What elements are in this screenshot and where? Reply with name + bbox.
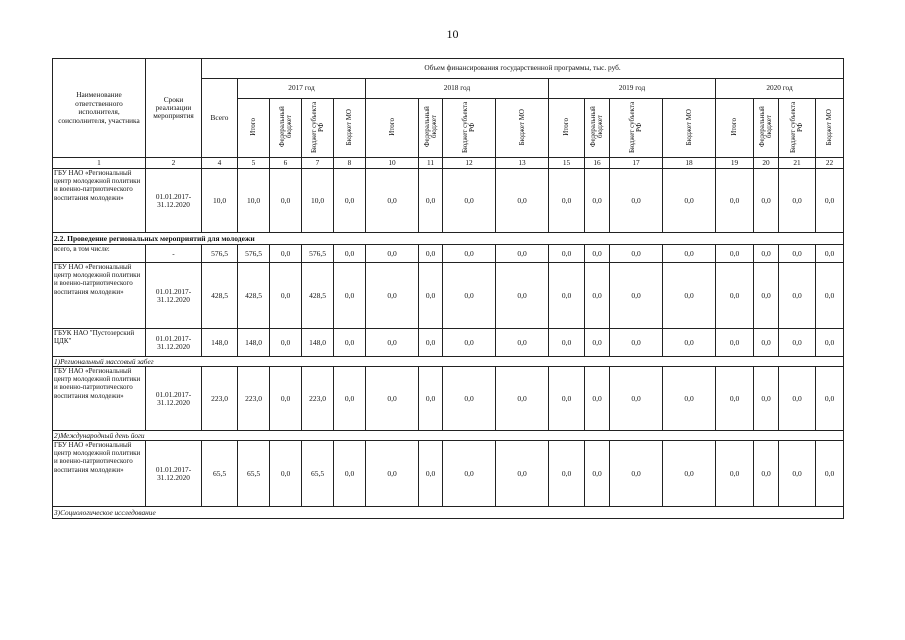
header-subcolumn-label: Бюджет МО bbox=[517, 108, 526, 146]
amount-cell: 0,0 bbox=[443, 245, 496, 263]
amount-cell: 576,5 bbox=[202, 245, 238, 263]
amount-cell: 0,0 bbox=[334, 263, 366, 329]
amount-cell: 0,0 bbox=[549, 329, 585, 357]
amount-cell: 0,0 bbox=[754, 169, 779, 233]
amount-cell: 0,0 bbox=[496, 263, 549, 329]
amount-cell: 428,5 bbox=[238, 263, 270, 329]
amount-cell: 0,0 bbox=[443, 367, 496, 431]
header-subcolumn bbox=[716, 99, 754, 158]
amount-cell: 0,0 bbox=[334, 367, 366, 431]
amount-cell: 0,0 bbox=[419, 367, 443, 431]
amount-cell: 0,0 bbox=[549, 245, 585, 263]
participant-name: всего, в том числе: bbox=[53, 245, 146, 263]
amount-cell: 0,0 bbox=[496, 329, 549, 357]
amount-cell: 0,0 bbox=[816, 169, 844, 233]
amount-cell: 0,0 bbox=[549, 441, 585, 507]
amount-cell: 0,0 bbox=[443, 441, 496, 507]
column-number: 2 bbox=[146, 158, 202, 169]
amount-cell: 0,0 bbox=[754, 263, 779, 329]
header-subcolumn bbox=[270, 99, 302, 158]
amount-cell: 0,0 bbox=[610, 367, 663, 431]
amount-cell: 0,0 bbox=[549, 263, 585, 329]
amount-cell: 0,0 bbox=[754, 441, 779, 507]
header-subcolumn-label: Федеральный бюджет bbox=[277, 106, 293, 148]
amount-cell: 0,0 bbox=[779, 169, 816, 233]
header-subcolumn-label: Итого bbox=[562, 118, 570, 136]
amount-cell: 0,0 bbox=[366, 329, 419, 357]
header-subcolumn bbox=[238, 99, 270, 158]
amount-cell: 0,0 bbox=[496, 169, 549, 233]
amount-cell: 0,0 bbox=[716, 245, 754, 263]
amount-cell: 0,0 bbox=[816, 329, 844, 357]
table-row bbox=[53, 507, 844, 519]
amount-cell: 10,0 bbox=[302, 169, 334, 233]
amount-cell: 148,0 bbox=[202, 329, 238, 357]
column-number: 12 bbox=[443, 158, 496, 169]
amount-cell: 65,5 bbox=[302, 441, 334, 507]
amount-cell: 0,0 bbox=[334, 441, 366, 507]
amount-cell: 223,0 bbox=[238, 367, 270, 431]
table-row bbox=[53, 431, 844, 441]
amount-cell: 65,5 bbox=[202, 441, 238, 507]
column-number: 13 bbox=[496, 158, 549, 169]
amount-cell: 10,0 bbox=[238, 169, 270, 233]
amount-cell: 0,0 bbox=[610, 329, 663, 357]
amount-cell: 0,0 bbox=[366, 263, 419, 329]
participant-name: ГБУ НАО «Региональный центр молодежной политики и военно-патриотического воспитания молодежи» bbox=[53, 169, 146, 233]
subsection-title: 1)Региональный массовый забег bbox=[53, 357, 844, 367]
amount-cell: 0,0 bbox=[585, 441, 610, 507]
amount-cell: 0,0 bbox=[754, 367, 779, 431]
amount-cell: 0,0 bbox=[366, 245, 419, 263]
section-title: 2.2. Проведение региональных мероприятий для молодежи bbox=[53, 233, 844, 245]
amount-cell: 148,0 bbox=[238, 329, 270, 357]
amount-cell: 0,0 bbox=[585, 169, 610, 233]
amount-cell: 0,0 bbox=[270, 263, 302, 329]
header-subcolumn bbox=[663, 99, 716, 158]
column-number: 19 bbox=[716, 158, 754, 169]
financing-table bbox=[52, 58, 844, 519]
amount-cell: 0,0 bbox=[585, 263, 610, 329]
header-subcolumn-label: Федеральный бюджет bbox=[589, 106, 604, 148]
header-subcolumn-label: Бюджет МО bbox=[825, 108, 834, 146]
header-subcolumn-label: Бюджет субъекта РФ bbox=[461, 101, 476, 153]
subsection-title: 2)Международный день йоги bbox=[53, 431, 844, 441]
amount-cell: 0,0 bbox=[443, 263, 496, 329]
table-row bbox=[53, 367, 844, 431]
table-row bbox=[53, 233, 844, 245]
column-number: 7 bbox=[302, 158, 334, 169]
amount-cell: 0,0 bbox=[496, 441, 549, 507]
participant-name: ГБУ НАО «Региональный центр молодежной политики и военно-патриотического воспитания молодежи» bbox=[53, 367, 146, 431]
header-year: 2017 год bbox=[238, 79, 366, 99]
amount-cell: 0,0 bbox=[419, 169, 443, 233]
amount-cell: 0,0 bbox=[270, 441, 302, 507]
amount-cell: 0,0 bbox=[816, 245, 844, 263]
participant-name: ГБУ НАО «Региональный центр молодежной политики и военно-патриотического воспитания молодежи» bbox=[53, 441, 146, 507]
header-subcolumn-label: Федеральный бюджет bbox=[422, 106, 438, 148]
column-number: 1 bbox=[53, 158, 146, 169]
header-subcolumn bbox=[443, 99, 496, 158]
amount-cell: 0,0 bbox=[549, 169, 585, 233]
column-number: 8 bbox=[334, 158, 366, 169]
amount-cell: 0,0 bbox=[366, 441, 419, 507]
amount-cell: 0,0 bbox=[419, 263, 443, 329]
column-number: 21 bbox=[779, 158, 816, 169]
column-number: 11 bbox=[419, 158, 443, 169]
implementation-term: - bbox=[146, 245, 202, 263]
amount-cell: 0,0 bbox=[419, 329, 443, 357]
header-subcolumn bbox=[419, 99, 443, 158]
amount-cell: 65,5 bbox=[238, 441, 270, 507]
amount-cell: 0,0 bbox=[779, 329, 816, 357]
amount-cell: 0,0 bbox=[754, 245, 779, 263]
amount-cell: 0,0 bbox=[663, 329, 716, 357]
header-year: 2018 год bbox=[366, 79, 549, 99]
amount-cell: 0,0 bbox=[585, 245, 610, 263]
amount-cell: 0,0 bbox=[270, 329, 302, 357]
header-subcolumn bbox=[816, 99, 844, 158]
amount-cell: 10,0 bbox=[202, 169, 238, 233]
column-number: 20 bbox=[754, 158, 779, 169]
header-subcolumn bbox=[779, 99, 816, 158]
amount-cell: 0,0 bbox=[270, 169, 302, 233]
column-number: 17 bbox=[610, 158, 663, 169]
amount-cell: 0,0 bbox=[419, 245, 443, 263]
implementation-term: 01.01.2017-31.12.2020 bbox=[146, 367, 202, 431]
implementation-term: 01.01.2017-31.12.2020 bbox=[146, 169, 202, 233]
table-row bbox=[53, 263, 844, 329]
header-subcolumn-label: Федеральный бюджет bbox=[758, 106, 773, 148]
amount-cell: 0,0 bbox=[419, 441, 443, 507]
table-row bbox=[53, 357, 844, 367]
header-subcolumn bbox=[610, 99, 663, 158]
implementation-term: 01.01.2017-31.12.2020 bbox=[146, 329, 202, 357]
header-name: Наименование ответственного исполнителя, соисполнителя, участника bbox=[53, 59, 146, 158]
amount-cell: 0,0 bbox=[716, 329, 754, 357]
amount-cell: 0,0 bbox=[663, 263, 716, 329]
header-subcolumn-label: Итого bbox=[249, 118, 257, 136]
table-row bbox=[53, 441, 844, 507]
amount-cell: 0,0 bbox=[663, 441, 716, 507]
implementation-term: 01.01.2017-31.12.2020 bbox=[146, 263, 202, 329]
amount-cell: 0,0 bbox=[549, 367, 585, 431]
implementation-term: 01.01.2017-31.12.2020 bbox=[146, 441, 202, 507]
amount-cell: 0,0 bbox=[366, 169, 419, 233]
column-number: 10 bbox=[366, 158, 419, 169]
amount-cell: 223,0 bbox=[302, 367, 334, 431]
header-terms: Сроки реализации мероприятия bbox=[146, 59, 202, 158]
amount-cell: 0,0 bbox=[779, 441, 816, 507]
amount-cell: 0,0 bbox=[610, 169, 663, 233]
column-number: 6 bbox=[270, 158, 302, 169]
column-number: 18 bbox=[663, 158, 716, 169]
column-number: 5 bbox=[238, 158, 270, 169]
amount-cell: 0,0 bbox=[270, 367, 302, 431]
amount-cell: 0,0 bbox=[816, 367, 844, 431]
amount-cell: 0,0 bbox=[816, 441, 844, 507]
subsection-title: 3)Социологическое исследование bbox=[53, 507, 844, 519]
page-number: 10 bbox=[446, 27, 459, 41]
header-year: 2020 год bbox=[716, 79, 844, 99]
amount-cell: 0,0 bbox=[610, 441, 663, 507]
header-subcolumn bbox=[366, 99, 419, 158]
header-subcolumn bbox=[585, 99, 610, 158]
amount-cell: 0,0 bbox=[366, 367, 419, 431]
header-subcolumn-label: Бюджет субъекта РФ bbox=[309, 101, 325, 153]
amount-cell: 0,0 bbox=[663, 169, 716, 233]
amount-cell: 0,0 bbox=[716, 441, 754, 507]
participant-name: ГБУК НАО "Пустозерский ЦДК" bbox=[53, 329, 146, 357]
amount-cell: 576,5 bbox=[238, 245, 270, 263]
header-subcolumn-label: Итого bbox=[387, 118, 396, 136]
amount-cell: 0,0 bbox=[816, 263, 844, 329]
header-subcolumn bbox=[754, 99, 779, 158]
amount-cell: 0,0 bbox=[754, 329, 779, 357]
amount-cell: 0,0 bbox=[779, 263, 816, 329]
amount-cell: 0,0 bbox=[716, 169, 754, 233]
amount-cell: 0,0 bbox=[716, 367, 754, 431]
header-subcolumn-label: Бюджет МО bbox=[684, 108, 693, 146]
amount-cell: 0,0 bbox=[270, 245, 302, 263]
amount-cell: 0,0 bbox=[610, 263, 663, 329]
amount-cell: 0,0 bbox=[496, 245, 549, 263]
amount-cell: 0,0 bbox=[663, 245, 716, 263]
amount-cell: 428,5 bbox=[302, 263, 334, 329]
header-subcolumn bbox=[496, 99, 549, 158]
header-year: 2019 год bbox=[549, 79, 716, 99]
amount-cell: 0,0 bbox=[779, 245, 816, 263]
amount-cell: 148,0 bbox=[302, 329, 334, 357]
header-subcolumn bbox=[334, 99, 366, 158]
header-subcolumn bbox=[549, 99, 585, 158]
table-header bbox=[53, 59, 844, 169]
amount-cell: 0,0 bbox=[496, 367, 549, 431]
amount-cell: 0,0 bbox=[716, 263, 754, 329]
header-subcolumn-label: Итого bbox=[730, 118, 738, 136]
amount-cell: 0,0 bbox=[663, 367, 716, 431]
table-row bbox=[53, 329, 844, 357]
column-number: 4 bbox=[202, 158, 238, 169]
header-volume: Объем финансирования государственной программы, тыс. руб. bbox=[202, 59, 844, 79]
table-row bbox=[53, 169, 844, 233]
amount-cell: 0,0 bbox=[585, 329, 610, 357]
participant-name: ГБУ НАО «Региональный центр молодежной политики и военно-патриотического воспитания молодежи» bbox=[53, 263, 146, 329]
header-subcolumn-label: Бюджет субъекта РФ bbox=[628, 101, 643, 153]
column-number: 15 bbox=[549, 158, 585, 169]
header-total: Всего bbox=[202, 79, 238, 158]
header-subcolumn-label: Бюджет субъекта РФ bbox=[789, 101, 804, 153]
table-row bbox=[53, 245, 844, 263]
amount-cell: 0,0 bbox=[443, 169, 496, 233]
header-subcolumn-label: Бюджет МО bbox=[345, 108, 353, 146]
amount-cell: 223,0 bbox=[202, 367, 238, 431]
column-number: 16 bbox=[585, 158, 610, 169]
table-body bbox=[53, 169, 844, 519]
amount-cell: 0,0 bbox=[610, 245, 663, 263]
amount-cell: 428,5 bbox=[202, 263, 238, 329]
header-subcolumn bbox=[302, 99, 334, 158]
amount-cell: 0,0 bbox=[334, 169, 366, 233]
amount-cell: 0,0 bbox=[443, 329, 496, 357]
amount-cell: 0,0 bbox=[585, 367, 610, 431]
column-number: 22 bbox=[816, 158, 844, 169]
amount-cell: 0,0 bbox=[779, 367, 816, 431]
amount-cell: 576,5 bbox=[302, 245, 334, 263]
amount-cell: 0,0 bbox=[334, 245, 366, 263]
amount-cell: 0,0 bbox=[334, 329, 366, 357]
